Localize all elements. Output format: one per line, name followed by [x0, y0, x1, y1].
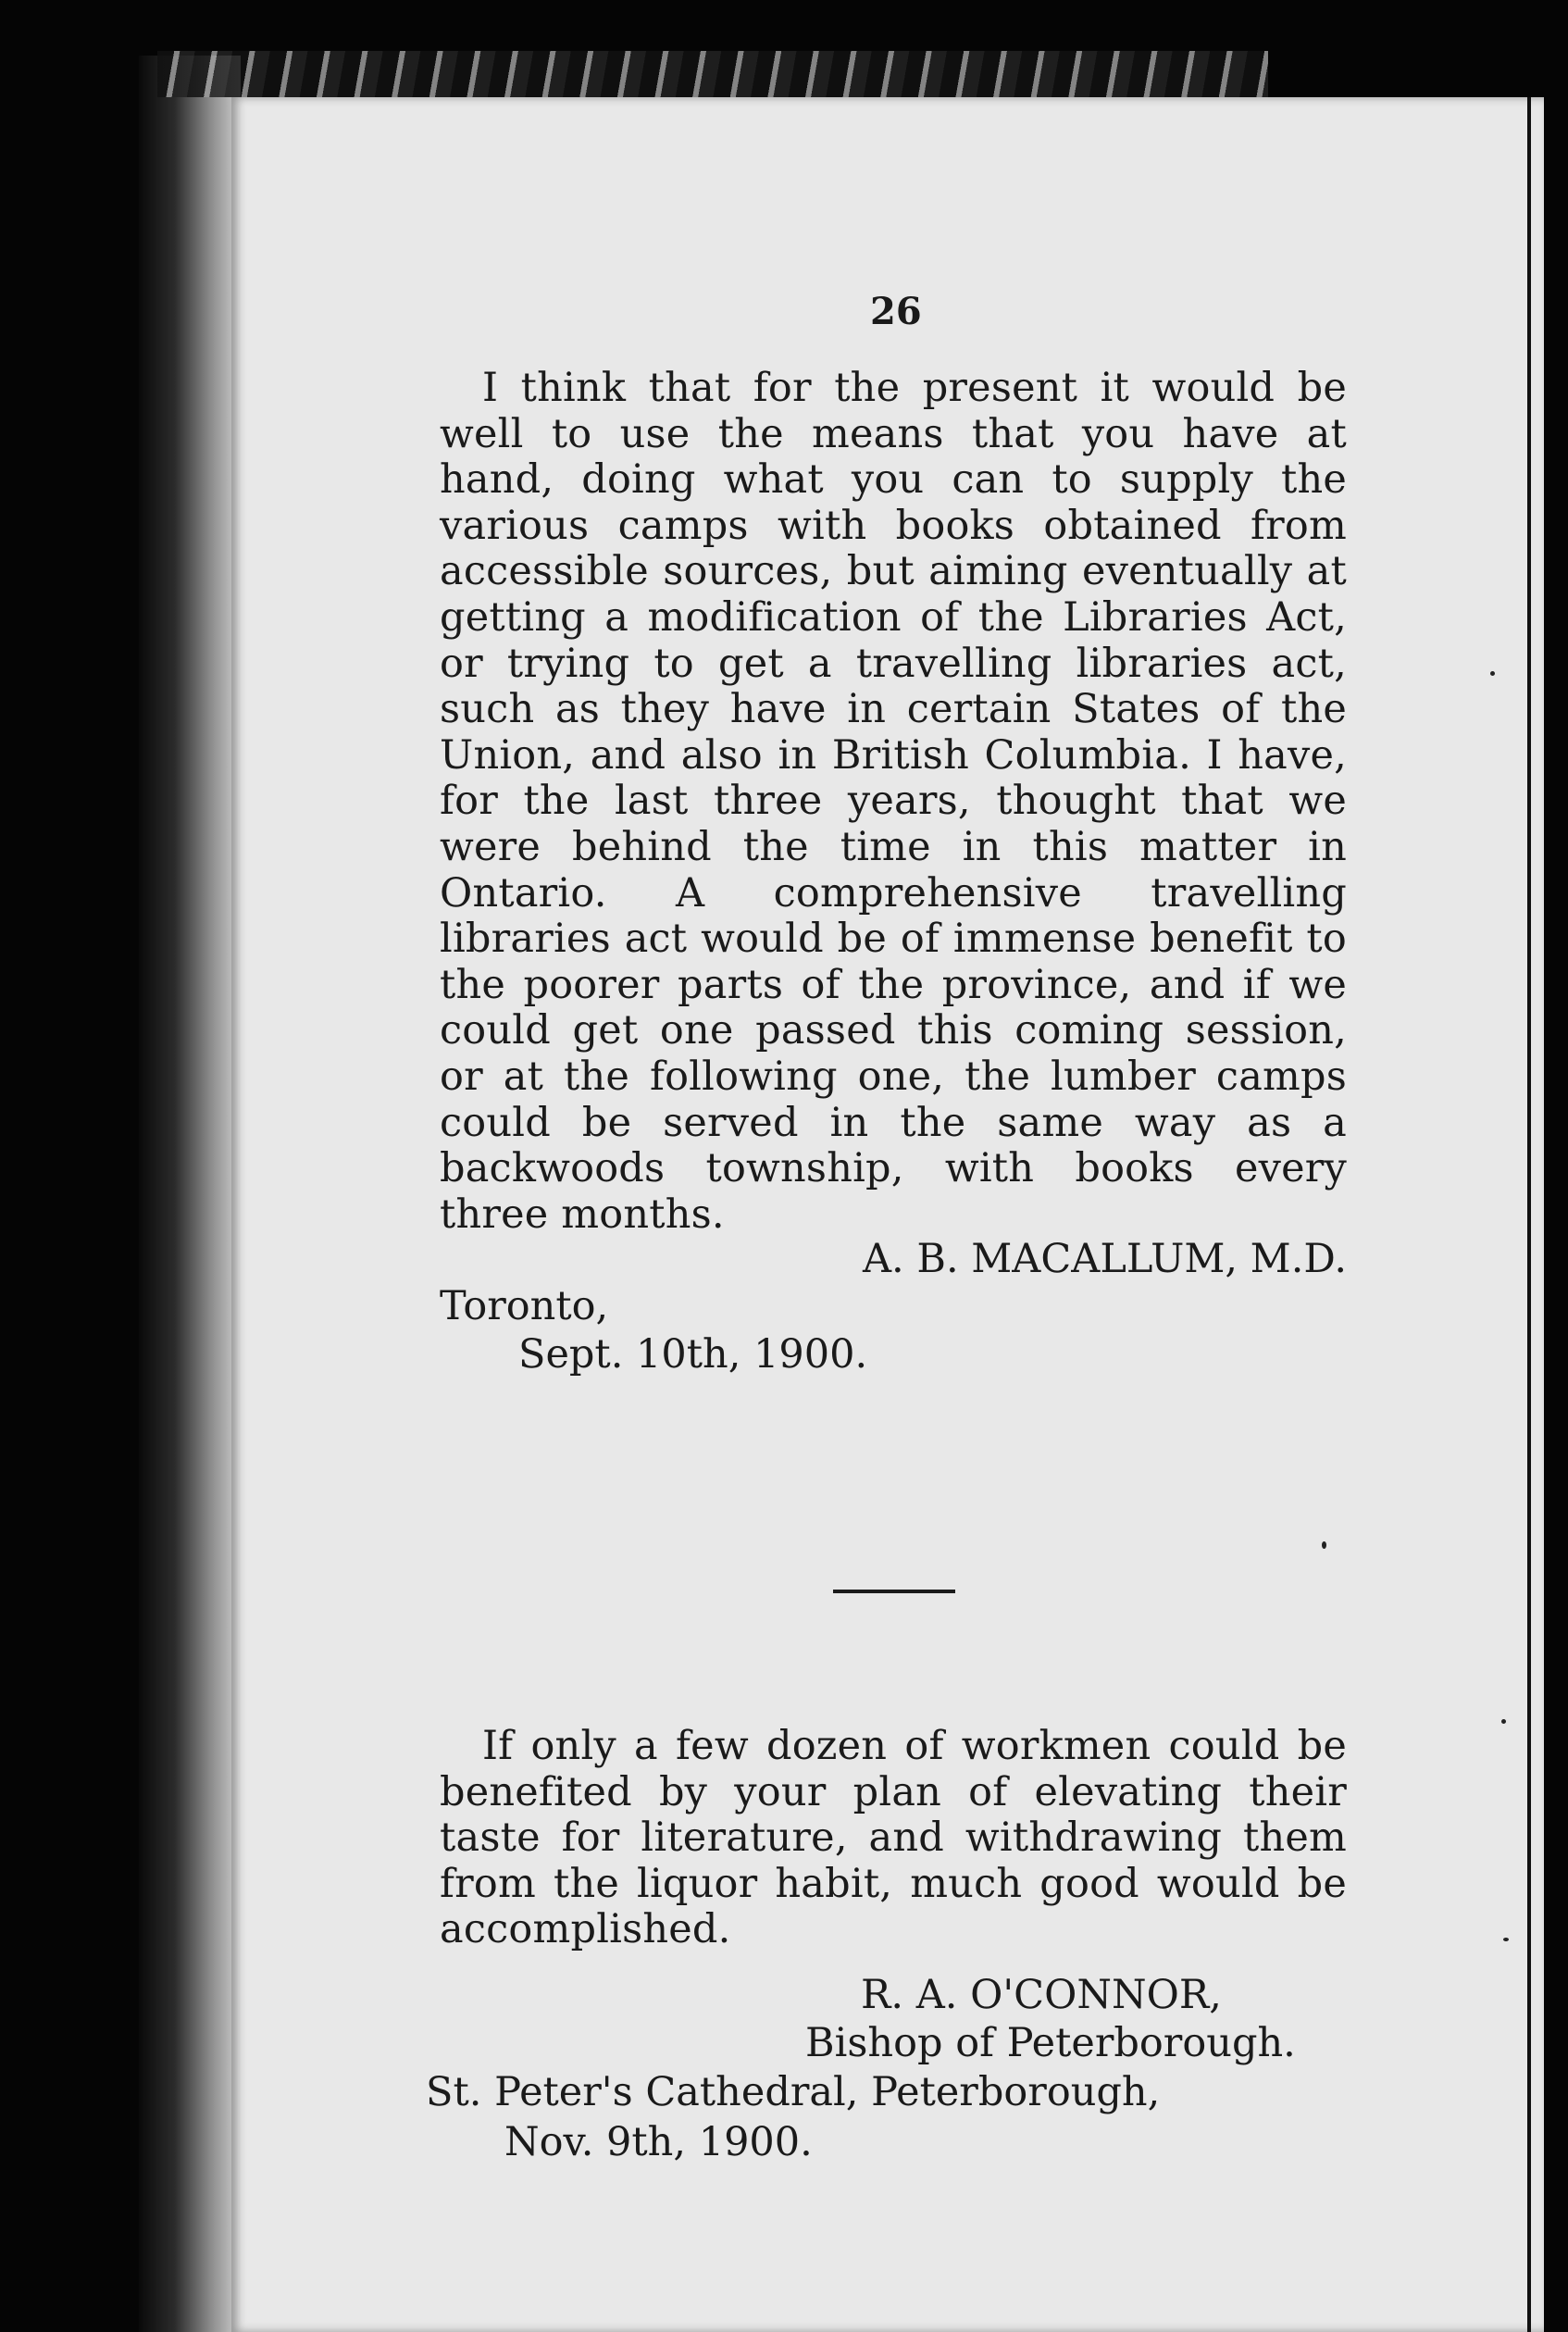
dust-speck	[1501, 1719, 1506, 1724]
book-page	[231, 97, 1544, 2332]
letter1-body	[440, 366, 1347, 1238]
letter2-signature-name: R. A. O'CONNOR,	[861, 1972, 1222, 2018]
page-right-border	[1527, 97, 1531, 2332]
page-number: 26	[870, 290, 922, 333]
letter1-date: Sept. 10th, 1900.	[518, 1331, 868, 1378]
dust-speck	[1503, 1938, 1509, 1941]
letter2-signature-title: Bishop of Peterborough.	[805, 2020, 1296, 2066]
letter1-paragraph: I think that for the present it would be well to use the means that you have at hand, doing what you can to supply the various camps with books obtained from accessible sources, but aiming eventually at getting a modification of the Libraries Act, or trying to get a travelling libraries act, such as they have in certain States of the Union, and also in British Columbia. I have, for the last three years, thought that we were behind the time in this matter in Ontario. A comprehensive travelling libraries act would be of immense benefit to the poorer parts of the province, and if we could get one passed this coming session, or at the following one, the lumber camps could be served in the same way as a backwoods township, with books every three months.	[440, 365, 1347, 1238]
page-top-edge	[157, 51, 1268, 97]
letter2-date: Nov. 9th, 1900.	[504, 2119, 813, 2165]
letter1-place: Toronto,	[440, 1283, 609, 1329]
dust-speck	[1322, 1541, 1326, 1549]
letter2-body	[440, 1724, 1347, 1953]
letter2-place: St. Peter's Cathedral, Peterborough,	[426, 2069, 1161, 2115]
section-divider	[833, 1590, 955, 1593]
dust-speck	[1490, 671, 1495, 676]
letter2-signature	[805, 1971, 1342, 2067]
letter2-paragraph: If only a few dozen of workmen could be benefited by your plan of elevating their taste for literature, and withdrawing them from the liquor habit, much good would be accomplished.	[440, 1723, 1347, 1953]
letter1-place-date	[440, 1282, 867, 1378]
book-binding-edge	[139, 56, 241, 2332]
letter2-place-date	[426, 2067, 1160, 2167]
letter1-signature: A. B. MACALLUM, M.D.	[862, 1236, 1347, 1282]
